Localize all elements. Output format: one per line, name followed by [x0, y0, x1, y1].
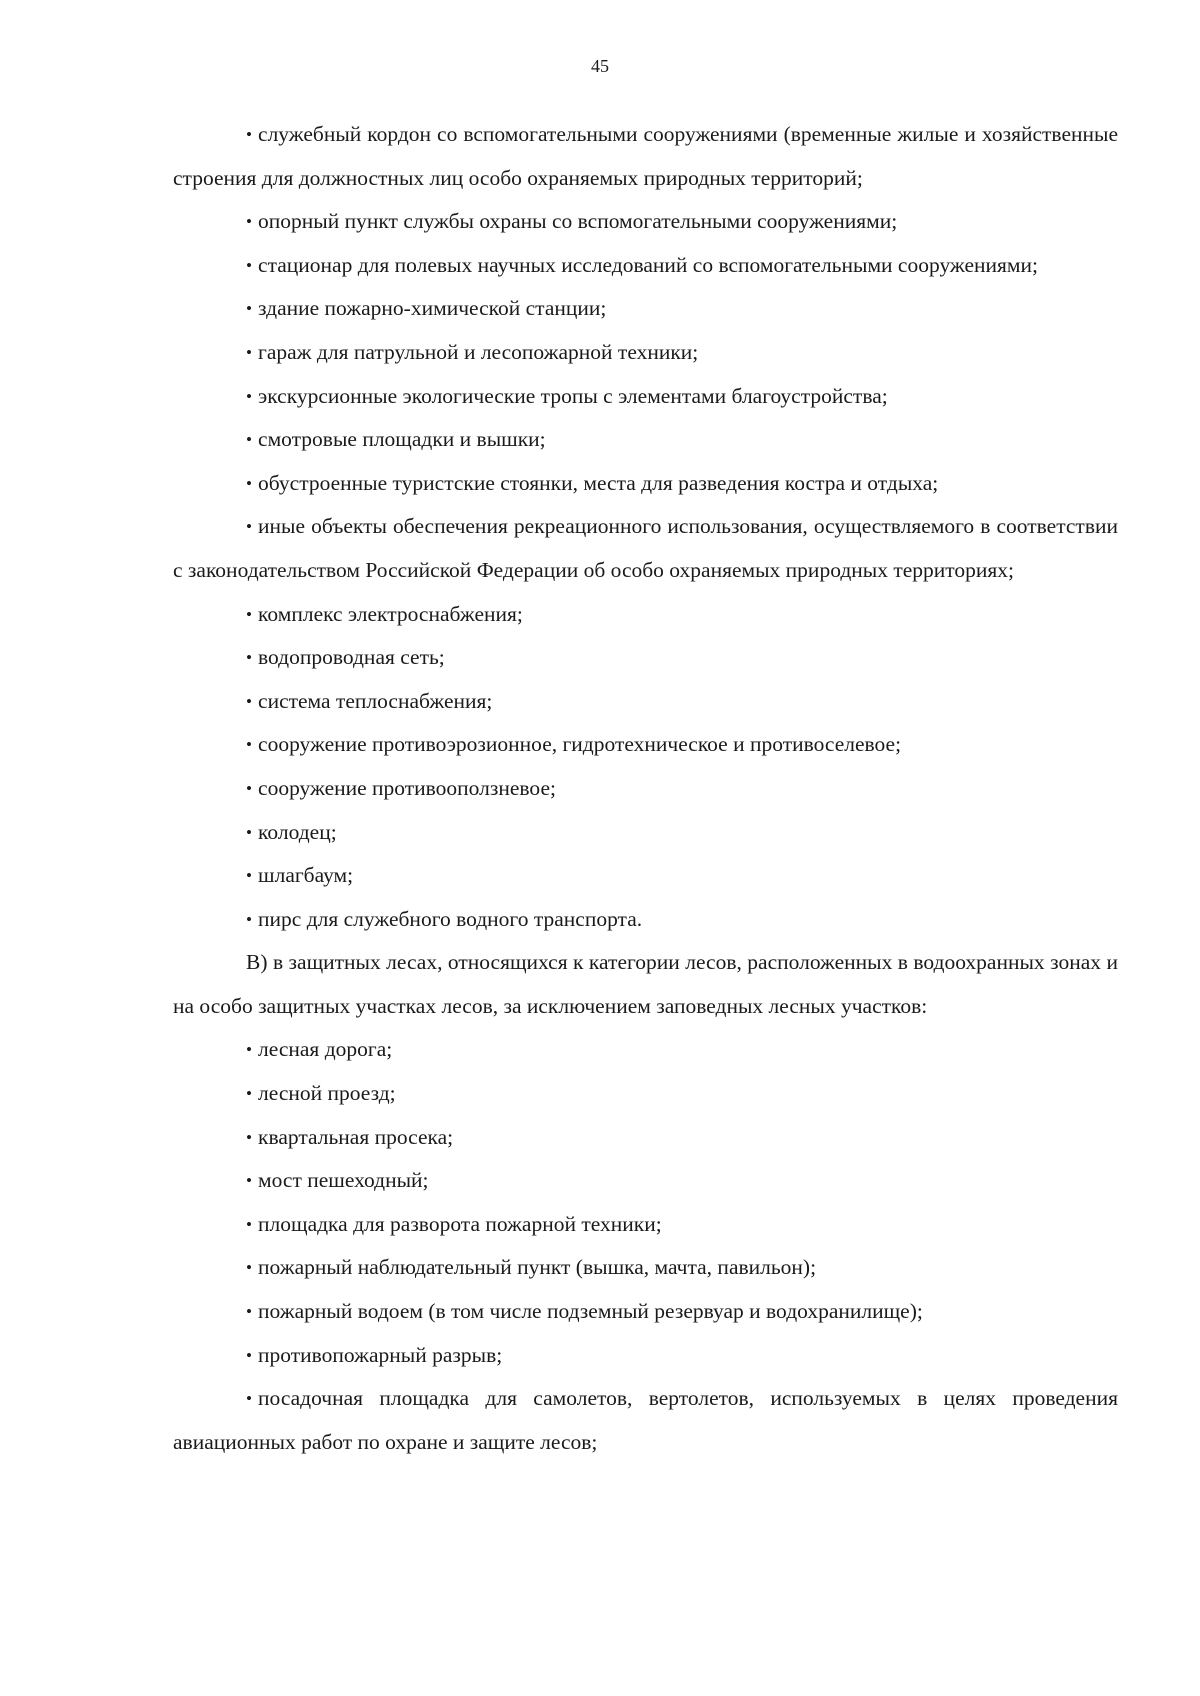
- bullet-icon: •: [246, 604, 253, 624]
- bullet-icon: •: [246, 473, 253, 493]
- bullet-item: [173, 636, 1118, 680]
- paragraph-text: служебный кордон со вспомогательными сооружениями (временные жилые и хозяйственные строения для должностных лиц особо охраняемых природных территорий;: [173, 122, 1118, 190]
- bullet-icon: •: [246, 735, 253, 755]
- bullet-icon: •: [246, 1389, 253, 1409]
- paragraph-text: сооружение противооползневое;: [258, 775, 556, 800]
- bullet-item: [173, 200, 1118, 244]
- bullet-icon: •: [246, 1127, 253, 1147]
- bullet-icon: •: [246, 1171, 253, 1191]
- document-body: [173, 113, 1118, 1464]
- bullet-item: [173, 898, 1118, 942]
- bullet-icon: •: [246, 125, 253, 144]
- bullet-item: [173, 593, 1118, 637]
- bullet-item: [173, 1246, 1118, 1290]
- bullet-icon: •: [246, 1258, 253, 1278]
- paragraph-text: пожарный водоем (в том числе подземный резервуар и водохранилище);: [258, 1299, 923, 1324]
- paragraph-text: стационар для полевых научных исследований со вспомогательными сооружениями;: [258, 252, 1039, 277]
- bullet-icon: •: [246, 430, 253, 450]
- bullet-item: [173, 375, 1118, 419]
- bullet-item: [173, 1203, 1118, 1247]
- bullet-icon: •: [246, 1040, 253, 1060]
- bullet-item: [173, 723, 1118, 767]
- bullet-icon: •: [246, 909, 253, 929]
- paragraph-text: экскурсионные экологические тропы с элементами благоустройства;: [258, 383, 888, 408]
- paragraph: [173, 941, 1118, 1028]
- bullet-icon: •: [246, 1302, 253, 1322]
- bullet-icon: •: [246, 1084, 253, 1104]
- bullet-icon: •: [246, 517, 253, 537]
- paragraph-text: лесной проезд;: [258, 1081, 396, 1106]
- paragraph-text: обустроенные туристские стоянки, места для разведения костра и отдыха;: [258, 470, 939, 495]
- page-number: 45: [591, 56, 609, 76]
- bullet-icon: •: [246, 648, 253, 668]
- bullet-item: [173, 854, 1118, 898]
- paragraph-text: водопроводная сеть;: [258, 645, 445, 670]
- bullet-item: [173, 767, 1118, 811]
- bullet-item: [173, 418, 1118, 462]
- bullet-icon: •: [246, 822, 253, 842]
- bullet-item: [173, 1028, 1118, 1072]
- paragraph-text: В) в защитных лесах, относящихся к категории лесов, расположенных в водоохранных зонах и на особо защитных участках лесов, за исключением заповедных лесных участков:: [173, 950, 1118, 1018]
- bullet-item: [173, 462, 1118, 506]
- paragraph-text: квартальная просека;: [258, 1124, 454, 1149]
- bullet-item: [173, 1159, 1118, 1203]
- bullet-item: [173, 1334, 1118, 1378]
- paragraph-text: система теплоснабжения;: [258, 688, 493, 713]
- bullet-icon: •: [246, 778, 253, 798]
- paragraph-text: смотровые площадки и вышки;: [258, 427, 546, 452]
- bullet-item: [173, 680, 1118, 724]
- bullet-item: [173, 505, 1118, 592]
- paragraph-text: колодец;: [258, 819, 337, 844]
- paragraph-text: опорный пункт службы охраны со вспомогательными сооружениями;: [258, 209, 898, 234]
- paragraph-text: лесная дорога;: [258, 1037, 393, 1062]
- paragraph-text: мост пешеходный;: [258, 1168, 429, 1193]
- bullet-icon: •: [246, 866, 253, 886]
- paragraph-text: противопожарный разрыв;: [258, 1342, 503, 1367]
- bullet-item: [173, 331, 1118, 375]
- bullet-icon: •: [246, 212, 253, 232]
- bullet-icon: •: [246, 386, 253, 406]
- bullet-icon: •: [246, 299, 253, 319]
- bullet-icon: •: [246, 1345, 253, 1365]
- bullet-icon: •: [246, 255, 253, 275]
- bullet-item: [173, 1290, 1118, 1334]
- bullet-item: [173, 1377, 1118, 1464]
- paragraph-text: сооружение противоэрозионное, гидротехническое и противоселевое;: [258, 732, 902, 757]
- bullet-item: [173, 287, 1118, 331]
- paragraph-text: здание пожарно-химической станции;: [258, 296, 607, 321]
- bullet-item: [173, 811, 1118, 855]
- paragraph-text: площадка для разворота пожарной техники;: [258, 1211, 662, 1236]
- bullet-icon: •: [246, 1214, 253, 1234]
- bullet-icon: •: [246, 342, 253, 362]
- paragraph-text: пожарный наблюдательный пункт (вышка, мачта, павильон);: [258, 1255, 817, 1280]
- paragraph-text: шлагбаум;: [258, 863, 354, 888]
- bullet-item: [173, 1072, 1118, 1116]
- paragraph-text: посадочная площадка для самолетов, вертолетов, используемых в целях проведения авиационных работ по охране и защите лесов;: [173, 1386, 1118, 1454]
- paragraph-text: иные объекты обеспечения рекреационного использования, осуществляемого в соответствии с законодательством Российской Федерации об особо охраняемых природных территориях;: [173, 514, 1118, 582]
- paragraph-text: пирс для служебного водного транспорта.: [258, 906, 643, 931]
- bullet-item: [173, 113, 1118, 200]
- paragraph-text: комплекс электроснабжения;: [258, 601, 523, 626]
- bullet-icon: •: [246, 691, 253, 711]
- paragraph-text: гараж для патрульной и лесопожарной техники;: [258, 339, 699, 364]
- bullet-item: [173, 244, 1118, 288]
- bullet-item: [173, 1116, 1118, 1160]
